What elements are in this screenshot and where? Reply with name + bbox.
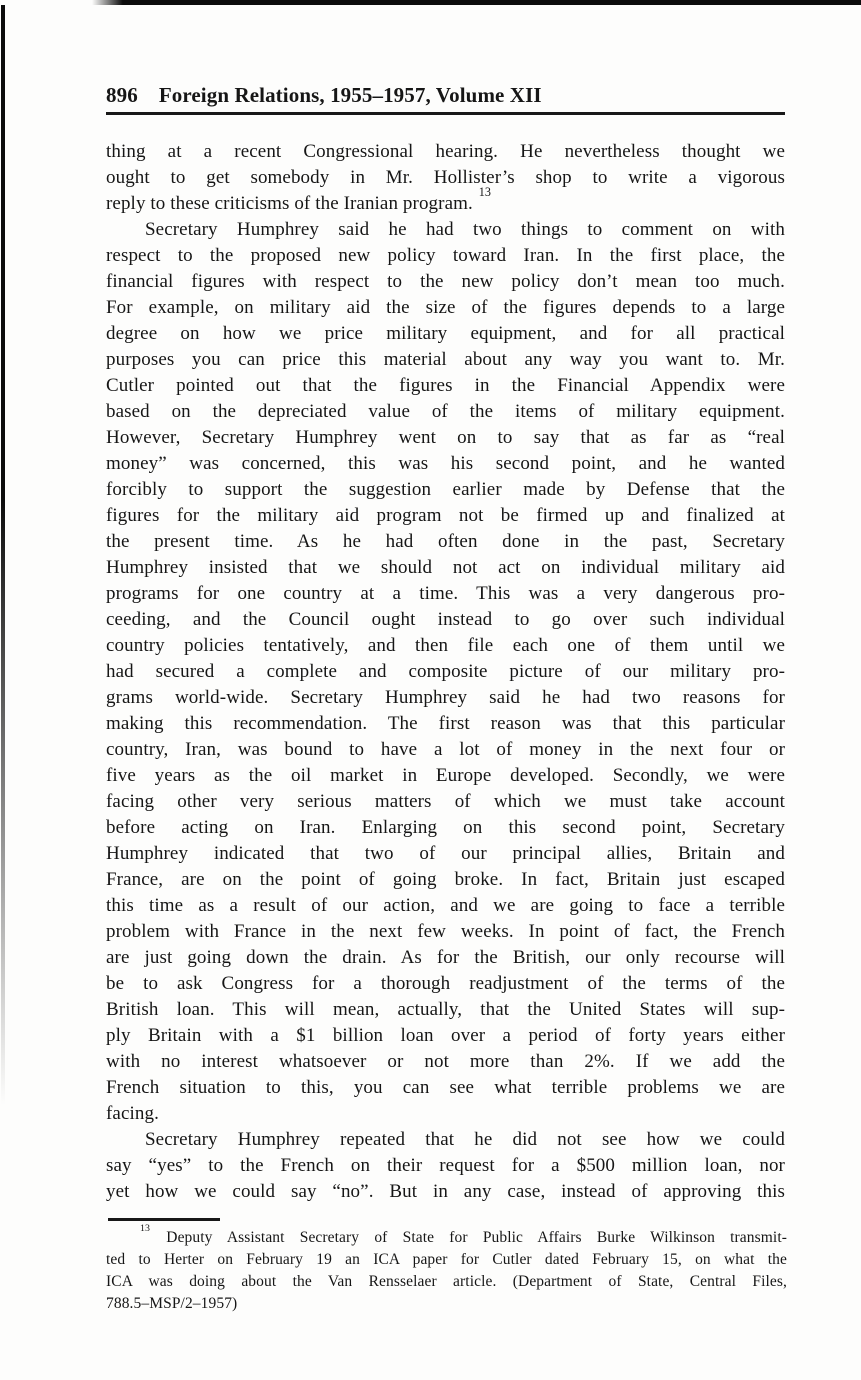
text-line: purposes you can price this material about any way you want to. Mr. [106,349,785,370]
paragraph [106,1127,785,1205]
text-line: Humphrey indicated that two of our principal allies, Britain and [106,843,785,864]
text-line: facing other very serious matters of which we must take account [106,791,785,812]
text-line: France, are on the point of going broke. In fact, Britain just escaped [106,869,785,890]
text-line: French situation to this, you can see what terrible problems we are [106,1077,785,1098]
text-line: British loan. This will mean, actually, that the United States will sup- [106,999,785,1020]
body-text [106,139,785,1205]
footnote-marker: 13 [140,1223,151,1235]
text-line: are just going down the drain. As for the British, our only recourse will [106,947,785,968]
text-line: country, Iran, was bound to have a lot of money in the next four or [106,739,785,760]
text-line: $^{13}$ Deputy Assistant Secretary of State for Public Affairs Burke Wilkinson transmit- [140,1223,787,1246]
text-line: degree on how we price military equipment, and for all practical [106,323,785,344]
text-line: forcibly to support the suggestion earlier made by Defense that the [106,479,785,500]
text-line: thing at a recent Congressional hearing. He nevertheless thought we [106,141,785,162]
footnote-separator [108,1218,220,1221]
text-line: based on the depreciated value of the items of military equipment. [106,401,785,422]
page-number: 896 [106,83,138,107]
text-line: problem with France in the next few weeks. In point of fact, the French [106,921,785,942]
text-line: yet how we could say “no”. But in any case, instead of approving this [106,1181,785,1202]
text-line: 788.5–MSP/2–1957) [106,1295,238,1312]
paragraph [106,139,785,217]
text-line: making this recommendation. The first reason was that this particular [106,713,785,734]
scan-edge-top [92,0,861,5]
text-line: Cutler pointed out that the figures in the Financial Appendix were [106,375,785,396]
text-line: ply Britain with a $1 billion loan over a period of forty years either [106,1025,785,1046]
paragraph [106,217,785,1127]
text-line: say “yes” to the French on their request for a $500 million loan, nor [106,1155,785,1176]
text-line: ceeding, and the Council ought instead to go over such individual [106,609,785,630]
text-line: ought to get somebody in Mr. Hollister’s shop to write a vigorous [106,167,785,188]
text-line: five years as the oil market in Europe developed. Secondly, we were [106,765,785,786]
page-header [106,84,785,115]
text-line: facing. [106,1103,159,1124]
text-line: this time as a result of our action, and we are going to face a terrible [106,895,785,916]
text-line: country policies tentatively, and then file each one of them until we [106,635,785,656]
volume-title: Foreign Relations, 1955–1957, Volume XII [158,83,542,107]
text-line: Secretary Humphrey repeated that he did not see how we could [145,1129,785,1150]
footnote-marker: 13 [478,185,492,200]
text-line: Humphrey insisted that we should not act on individual military aid [106,557,785,578]
text-line: grams world-wide. Secretary Humphrey said he had two reasons for [106,687,785,708]
text-line: For example, on military aid the size of the figures depends to a large [106,297,785,318]
text-line: However, Secretary Humphrey went on to say that as far as “real [106,427,785,448]
scan-edge-left [1,5,5,1105]
text-line: money” was concerned, this was his second point, and he wanted [106,453,785,474]
text-line: respect to the proposed new policy toward Iran. In the first place, the [106,245,785,266]
text-line: figures for the military aid program not be firmed up and finalized at [106,505,785,526]
text-line: Secretary Humphrey said he had two things to comment on with [145,219,785,240]
text-line: ted to Herter on February 19 an ICA paper for Cutler dated February 15, on what the [106,1251,787,1268]
text-line: reply to these criticisms of the Iranian program. $^{13}$ [106,185,492,214]
text-line: financial figures with respect to the new policy don’t mean too much. [106,271,785,292]
text-line: the present time. As he had often done in the past, Secretary [106,531,785,552]
text-line: ICA was doing about the Van Rensselaer article. (Department of State, Central Files, [106,1273,787,1290]
text-line: be to ask Congress for a thorough readjustment of the terms of the [106,973,785,994]
text-line: with no interest whatsoever or not more than 2%. If we add the [106,1051,785,1072]
footnote [106,1223,787,1315]
text-line: programs for one country at a time. This was a very dangerous pro- [106,583,785,604]
text-line: had secured a complete and composite picture of our military pro- [106,661,785,682]
text-line: before acting on Iran. Enlarging on this second point, Secretary [106,817,785,838]
